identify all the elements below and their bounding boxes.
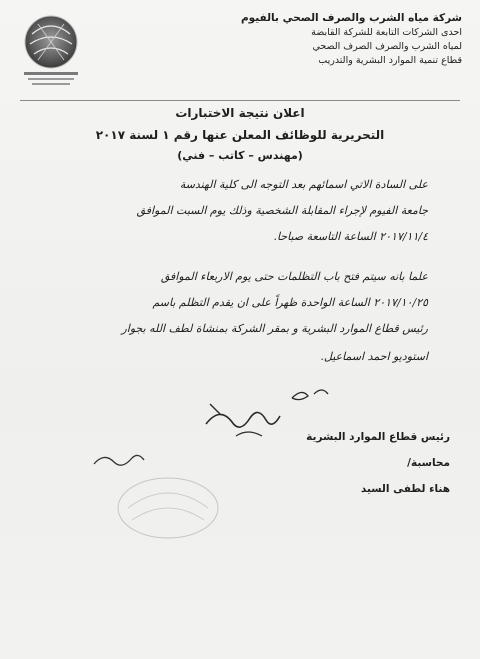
company-logo — [18, 12, 84, 94]
title-line-1: اعلان نتيجة الاختبارات — [175, 106, 305, 120]
signatory-prefix: محاسبة/ — [407, 457, 450, 469]
body-line: استوديو احمد اسماعيل. — [320, 350, 428, 363]
announcement-title — [60, 100, 420, 166]
body-line: ٢٠١٧/١٠/٢٥ الساعة الواحدة ظهراً على ان يقدم التظلم باسم — [152, 296, 428, 309]
body-line: ٢٠١٧/١١/٤ الساعة التاسعة صباحا. — [273, 230, 428, 243]
signatory-name: هناء لطفى السيد — [360, 483, 450, 495]
company-header — [162, 10, 462, 68]
faded-stamp — [108, 468, 228, 548]
paragraph-interview — [48, 172, 428, 250]
signature-block — [290, 424, 450, 502]
body-line: على السادة الاتي اسمائهم بعد التوجه الى كلية الهندسة — [179, 178, 428, 191]
header-line-department: قطاع تنمية الموارد البشرية والتدريب — [318, 55, 462, 66]
body-line: رئيس قطاع الموارد البشرية و بمقر الشركة بمنشاة لطف الله بجوار — [121, 322, 428, 335]
body-line: علما بانه سيتم فتح باب التظلمات حتى يوم الاربعاء الموافق — [160, 270, 428, 283]
body-line: جامعة الفيوم لإجراء المقابلة الشخصية وذلك يوم السبت الموافق — [136, 204, 428, 217]
header-line-holding: احدى الشركات التابعة للشركة القابضة — [311, 27, 462, 38]
header-line-water: لمياه الشرب والصرف الصرف الصحي — [312, 41, 462, 52]
company-name: شركة مياه الشرب والصرف الصحي بالفيوم — [240, 12, 462, 24]
paragraph-grievances — [48, 264, 428, 372]
title-line-2: التحريرية للوظائف المعلن عنها رقم ١ لسنة ٢٠١٧ — [95, 128, 385, 142]
signatory-title: رئيس قطاع الموارد البشرية — [306, 431, 450, 443]
title-line-3: (مهندس – كاتب – فني) — [177, 149, 303, 162]
